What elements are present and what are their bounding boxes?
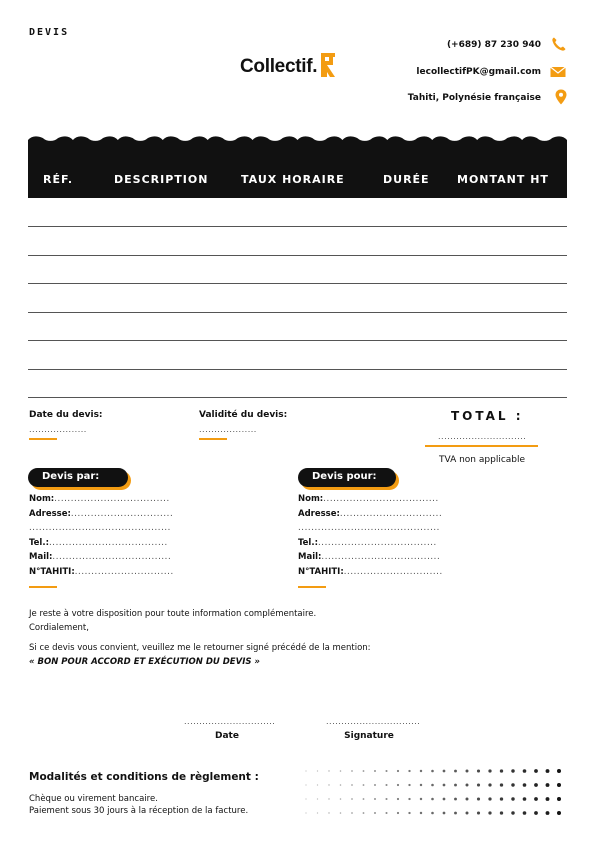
accent-underline [29, 586, 57, 588]
to-field-row[interactable] [298, 494, 439, 504]
message-line-instructions: Si ce devis vous convient, veuillez me le retourner signé précédé de la mention: [29, 643, 371, 653]
field-label: N°TAHITI: [298, 567, 344, 577]
payment-method: Chèque ou virement bancaire. [29, 794, 158, 804]
decorative-dot [317, 812, 318, 813]
to-field-row[interactable] [298, 552, 440, 562]
column-header-amount: MONTANT HT [457, 173, 549, 186]
decorative-dot [500, 811, 503, 814]
decorative-dot [328, 798, 329, 799]
decorative-dot [328, 812, 329, 813]
decorative-dot [488, 783, 491, 786]
from-field-row[interactable] [29, 509, 173, 519]
decorative-dot [420, 770, 422, 772]
decorative-dot [340, 798, 342, 800]
decorative-dot [511, 783, 514, 786]
table-row[interactable] [28, 255, 567, 256]
decorative-dot [534, 811, 538, 815]
decorative-dot [477, 769, 480, 772]
quote-date-label: Date du devis: [29, 410, 103, 420]
decorative-dot [466, 812, 469, 815]
table-row[interactable] [28, 283, 567, 284]
decorative-dot [397, 784, 399, 786]
column-header-description: DESCRIPTION [114, 173, 209, 186]
decorative-dot [340, 812, 342, 814]
decorative-dot [466, 770, 469, 773]
brand-name: Collectif. [240, 56, 318, 77]
decorative-dot [466, 784, 469, 787]
to-field-row[interactable] [298, 567, 443, 577]
decorative-dot [374, 812, 376, 814]
decorative-dot [546, 783, 550, 787]
decorative-dot [488, 769, 491, 772]
table-row[interactable] [28, 397, 567, 398]
payment-conditions-text [29, 793, 248, 817]
to-field-row[interactable] [298, 538, 437, 548]
quote-date-field[interactable]: ................... [29, 425, 87, 434]
decorative-dot [351, 812, 353, 814]
decorative-dot [557, 783, 561, 787]
from-field-row[interactable] [29, 538, 168, 548]
decorative-dot [420, 812, 422, 814]
decorative-dot [511, 797, 514, 800]
field-dots[interactable]: .............................. [74, 567, 174, 577]
decorative-dot [443, 784, 446, 787]
decorative-dot [340, 770, 342, 772]
field-dots[interactable]: ........................................... [298, 523, 440, 534]
brand-logo [240, 55, 337, 79]
decorative-dot [385, 784, 387, 786]
field-dots[interactable]: ................................... [54, 494, 170, 504]
decorative-dot [374, 770, 376, 772]
signature-date-field[interactable]: .............................. [184, 717, 276, 726]
decorative-dot [305, 784, 306, 785]
from-field-row[interactable] [29, 552, 171, 562]
decorative-dot [431, 798, 434, 801]
accent-underline [29, 438, 57, 440]
decorative-dot [454, 812, 457, 815]
payment-conditions-title: Modalités et conditions de règlement : [29, 771, 259, 783]
decorative-dot [374, 798, 376, 800]
table-row[interactable] [28, 226, 567, 227]
decorative-dot [420, 784, 422, 786]
field-label: Mail: [298, 552, 322, 563]
decorative-dot [385, 798, 387, 800]
decorative-dot [328, 784, 329, 785]
decorative-dot [328, 770, 329, 771]
decorative-dot [477, 797, 480, 800]
decorative-dot [454, 770, 457, 773]
decorative-dot [351, 770, 353, 772]
decorative-dot [305, 812, 306, 813]
decorative-dot [546, 811, 550, 815]
decorative-dot [363, 784, 365, 786]
decorative-dot [477, 811, 480, 814]
decorative-dot [557, 769, 561, 773]
field-dots[interactable]: ........................................... [29, 523, 171, 534]
decorative-dot [466, 798, 469, 801]
accent-underline [298, 586, 326, 588]
table-header-band [28, 132, 567, 198]
decorative-dot [534, 769, 538, 773]
decorative-dot [557, 797, 561, 801]
document-type: DEVIS [29, 27, 70, 38]
total-underline [425, 445, 538, 447]
decorative-dot [488, 797, 491, 800]
decorative-dot [305, 770, 306, 771]
contact-address: Tahiti, Polynésie française [407, 93, 541, 103]
column-header-ref: RÉF. [43, 173, 74, 186]
decorative-dot [397, 770, 399, 772]
column-header-hourly-rate: TAUX HORAIRE [241, 173, 345, 186]
decorative-dot [385, 812, 387, 814]
decorative-dot [317, 784, 318, 785]
field-dots[interactable]: .................................... [52, 552, 172, 563]
decorative-dot [351, 784, 353, 786]
decorative-dot [443, 770, 446, 773]
field-label: Nom: [29, 494, 55, 504]
contact-email[interactable]: lecollectifPK@gmail.com [416, 67, 541, 77]
decorative-dot-pattern [300, 765, 570, 825]
decorative-dot [500, 783, 503, 786]
decorative-dot [534, 797, 538, 801]
decorative-dot [385, 770, 387, 772]
field-dots[interactable]: ............................... [70, 508, 174, 519]
signature-date-label: Date [215, 731, 239, 741]
quote-to-title: Devis pour: [298, 468, 396, 487]
decorative-dot [523, 769, 527, 773]
decorative-dot [351, 798, 353, 800]
from-field-row[interactable] [29, 494, 170, 504]
accent-underline [199, 438, 227, 440]
decorative-dot [397, 798, 399, 800]
brand-mark-icon [319, 51, 337, 79]
payment-terms: Paiement sous 30 jours à la réception de la facture. [29, 806, 249, 816]
decorative-dot [557, 811, 561, 815]
decorative-dot [363, 812, 365, 814]
decorative-dot [305, 798, 306, 799]
decorative-dot [317, 770, 318, 771]
phone-icon [551, 36, 567, 52]
quote-from-title: Devis par: [28, 468, 128, 487]
field-label: Mail: [29, 552, 53, 563]
decorative-dot [511, 769, 514, 772]
decorative-dot [408, 798, 410, 800]
from-field-row[interactable] [29, 523, 171, 533]
location-pin-icon [553, 89, 569, 105]
field-dots[interactable]: .................................... [48, 537, 168, 548]
decorative-dot [488, 811, 491, 814]
total-field[interactable]: ............................. [438, 432, 527, 441]
decorative-dot [431, 812, 434, 815]
decorative-dot [477, 783, 480, 786]
signature-label: Signature [344, 731, 394, 741]
decorative-dot [454, 798, 457, 801]
decorative-dot [511, 811, 514, 814]
field-dots[interactable]: .................................... [317, 537, 437, 548]
quote-validity-field[interactable]: ................... [199, 425, 257, 434]
decorative-dot [500, 769, 503, 772]
decorative-dot [431, 784, 434, 787]
field-dots[interactable]: .................................... [321, 552, 441, 563]
message-line-regards: Cordialement, [29, 623, 89, 633]
decorative-dot [546, 797, 550, 801]
decorative-dot [443, 812, 446, 815]
to-field-row[interactable] [298, 509, 442, 519]
decorative-dot [534, 783, 538, 787]
field-dots[interactable]: .............................. [343, 567, 443, 577]
column-header-duration: DURÉE [383, 173, 430, 186]
field-dots[interactable]: ............................... [339, 508, 443, 519]
field-label: Adresse: [298, 508, 340, 519]
decorative-dot [546, 769, 550, 773]
decorative-dot [408, 784, 410, 786]
table-row[interactable] [28, 340, 567, 341]
field-dots[interactable]: ................................... [323, 494, 439, 504]
field-label: N°TAHITI: [29, 567, 75, 577]
table-row[interactable] [28, 369, 567, 370]
contact-phone[interactable]: (+689) 87 230 940 [446, 40, 541, 50]
from-field-row[interactable] [29, 567, 174, 577]
field-label: Adresse: [29, 508, 71, 519]
decorative-dot [454, 784, 457, 787]
decorative-dot [523, 811, 527, 815]
decorative-dot [374, 784, 376, 786]
decorative-dot [500, 797, 503, 800]
decorative-dot [523, 797, 527, 801]
message-line-availability: Je reste à votre disposition pour toute information complémentaire. [29, 609, 317, 619]
decorative-dot [420, 798, 422, 800]
decorative-dot [408, 770, 410, 772]
decorative-dot [397, 812, 399, 814]
mail-icon [550, 64, 566, 80]
field-label: Tel.: [298, 537, 318, 548]
decorative-dot [317, 798, 318, 799]
message-line-mention: « BON POUR ACCORD ET EXÉCUTION DU DEVIS » [29, 657, 260, 667]
decorative-dot [431, 770, 434, 773]
table-row[interactable] [28, 312, 567, 313]
decorative-dot [523, 783, 527, 787]
decorative-dot [443, 798, 446, 801]
decorative-dot [340, 784, 342, 786]
quote-validity-label: Validité du devis: [199, 410, 288, 420]
field-label: Tel.: [29, 537, 49, 548]
decorative-dot [363, 770, 365, 772]
decorative-dot [408, 812, 410, 814]
tva-note: TVA non applicable [439, 455, 526, 465]
decorative-dot [363, 798, 365, 800]
signature-field[interactable]: ............................... [326, 717, 421, 726]
field-label: Nom: [298, 494, 324, 504]
to-field-row[interactable] [298, 523, 440, 533]
total-label: TOTAL : [451, 409, 524, 423]
